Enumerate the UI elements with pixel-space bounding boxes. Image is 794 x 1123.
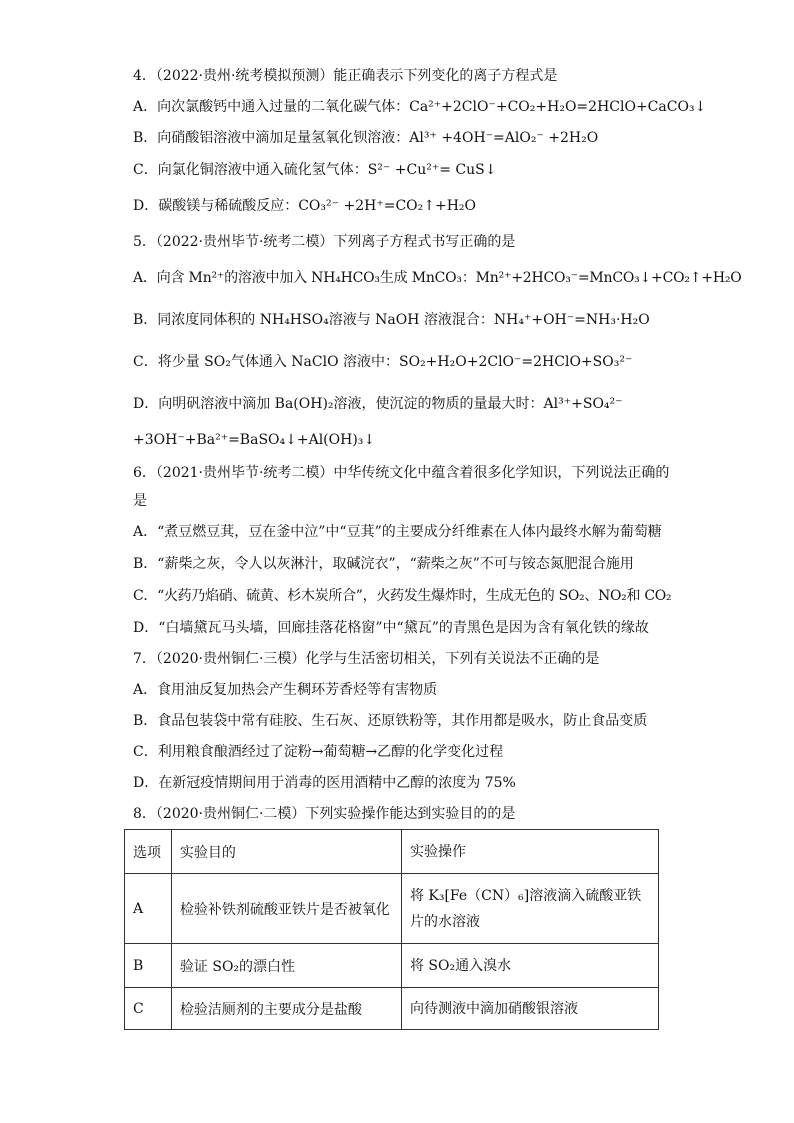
header-operation: 实验操作 (401, 830, 658, 874)
q5-option-b: B．同浓度同体积的 NH₄HSO₄溶液与 NaOH 溶液混合：NH₄⁺+OH⁻=NH₃·H₂O (133, 312, 650, 328)
header-purpose: 实验目的 (171, 830, 401, 874)
q5-stem: 5．（2022·贵州毕节·统考二模）下列离子方程式书写正确的是 (133, 234, 516, 250)
q7-stem: 7．（2020·贵州铜仁·三模）化学与生活密切相关，下列有关说法不正确的是 (133, 651, 600, 667)
row-purpose: 检验洁厕剂的主要成分是盐酸 (171, 988, 401, 1030)
row-option: A (125, 874, 172, 944)
table-row (125, 988, 659, 1030)
q8-stem: 8．（2020·贵州铜仁·二模）下列实验操作能达到实验目的的是 (133, 806, 516, 822)
q5-option-d-line2: +3OH⁻+Ba²⁺=BaSO₄↓+Al(OH)₃↓ (133, 432, 376, 448)
row-option: B (125, 944, 172, 988)
q4-option-b: B．向硝酸铝溶液中滴加足量氢氧化钡溶液：Al³⁺ +4OH⁻=AlO₂⁻ +2H₂O (133, 130, 599, 146)
q4-option-c: C．向氯化铜溶液中通入硫化氢气体：S²⁻ +Cu²⁺= CuS↓ (133, 162, 497, 178)
table-row (125, 944, 659, 988)
q6-option-c: C．“火药乃焰硝、硫黄、杉木炭所合”，火药发生爆炸时，生成无色的 SO₂、NO₂和 CO₂ (133, 588, 672, 604)
q6-option-a: A．“煮豆燃豆萁，豆在釜中泣”中“豆萁”的主要成分纤维素在人体内最终水解为葡萄糖 (133, 524, 662, 540)
table-row (125, 874, 659, 944)
q7-option-a: A．食用油反复加热会产生稠环芳香烃等有害物质 (133, 682, 438, 698)
q8-table (124, 829, 659, 1030)
header-option: 选项 (125, 830, 172, 874)
row-operation: 向待测液中滴加硝酸银溶液 (401, 988, 658, 1030)
q4-option-d: D．碳酸镁与稀硫酸反应：CO₃²⁻ +2H⁺=CO₂↑+H₂O (133, 198, 477, 214)
q7-option-d: D．在新冠疫情期间用于消毒的医用酒精中乙醇的浓度为 75% (133, 775, 516, 791)
q6-stem-line2: 是 (133, 493, 147, 509)
row-operation: 将 SO₂通入溴水 (401, 944, 658, 988)
row-purpose: 检验补铁剂硫酸亚铁片是否被氧化 (171, 874, 401, 944)
q5-option-d-line1: D．向明矾溶液中滴加 Ba(OH)₂溶液，使沉淀的物质的量最大时：Al³⁺+SO₄²⁻ (133, 396, 623, 412)
q4-option-a: A．向次氯酸钙中通入过量的二氧化碳气体：Ca²⁺+2ClO⁻+CO₂+H₂O=2HClO+CaCO₃↓ (133, 99, 707, 115)
q5-option-c: C．将少量 SO₂气体通入 NaClO 溶液中：SO₂+H₂O+2ClO⁻=2HClO+SO₃²⁻ (133, 354, 633, 370)
q6-option-b: B．“薪柴之灰，令人以灰淋汁，取碱浣衣”，“薪柴之灰”不可与铵态氮肥混合施用 (133, 556, 634, 572)
q6-option-d: D．“白墙黛瓦马头墙，回廊挂落花格窗”中“黛瓦”的青黑色是因为含有氧化铁的缘故 (133, 620, 649, 636)
q6-stem-line1: 6．（2021·贵州毕节·统考二模）中华传统文化中蕴含着很多化学知识，下列说法正确的 (133, 465, 670, 481)
q7-option-c: C．利用粮食酿酒经过了淀粉→葡萄糖→乙醇的化学变化过程 (133, 744, 504, 760)
table-header-row (125, 830, 659, 874)
q4-stem: 4．（2022·贵州·统考模拟预测）能正确表示下列变化的离子方程式是 (133, 68, 558, 84)
row-purpose: 验证 SO₂的漂白性 (171, 944, 401, 988)
row-option: C (125, 988, 172, 1030)
q5-option-a: A．向含 Mn²⁺的溶液中加入 NH₄HCO₃生成 MnCO₃：Mn²⁺+2HCO₃⁻=MnCO₃↓+CO₂↑+H₂O (133, 270, 742, 286)
row-operation: 将 K₃[Fe（CN）₆]溶液滴入硫酸亚铁片的水溶液 (401, 874, 658, 944)
q7-option-b: B．食品包装袋中常有硅胶、生石灰、还原铁粉等，其作用都是吸水，防止食品变质 (133, 713, 648, 729)
